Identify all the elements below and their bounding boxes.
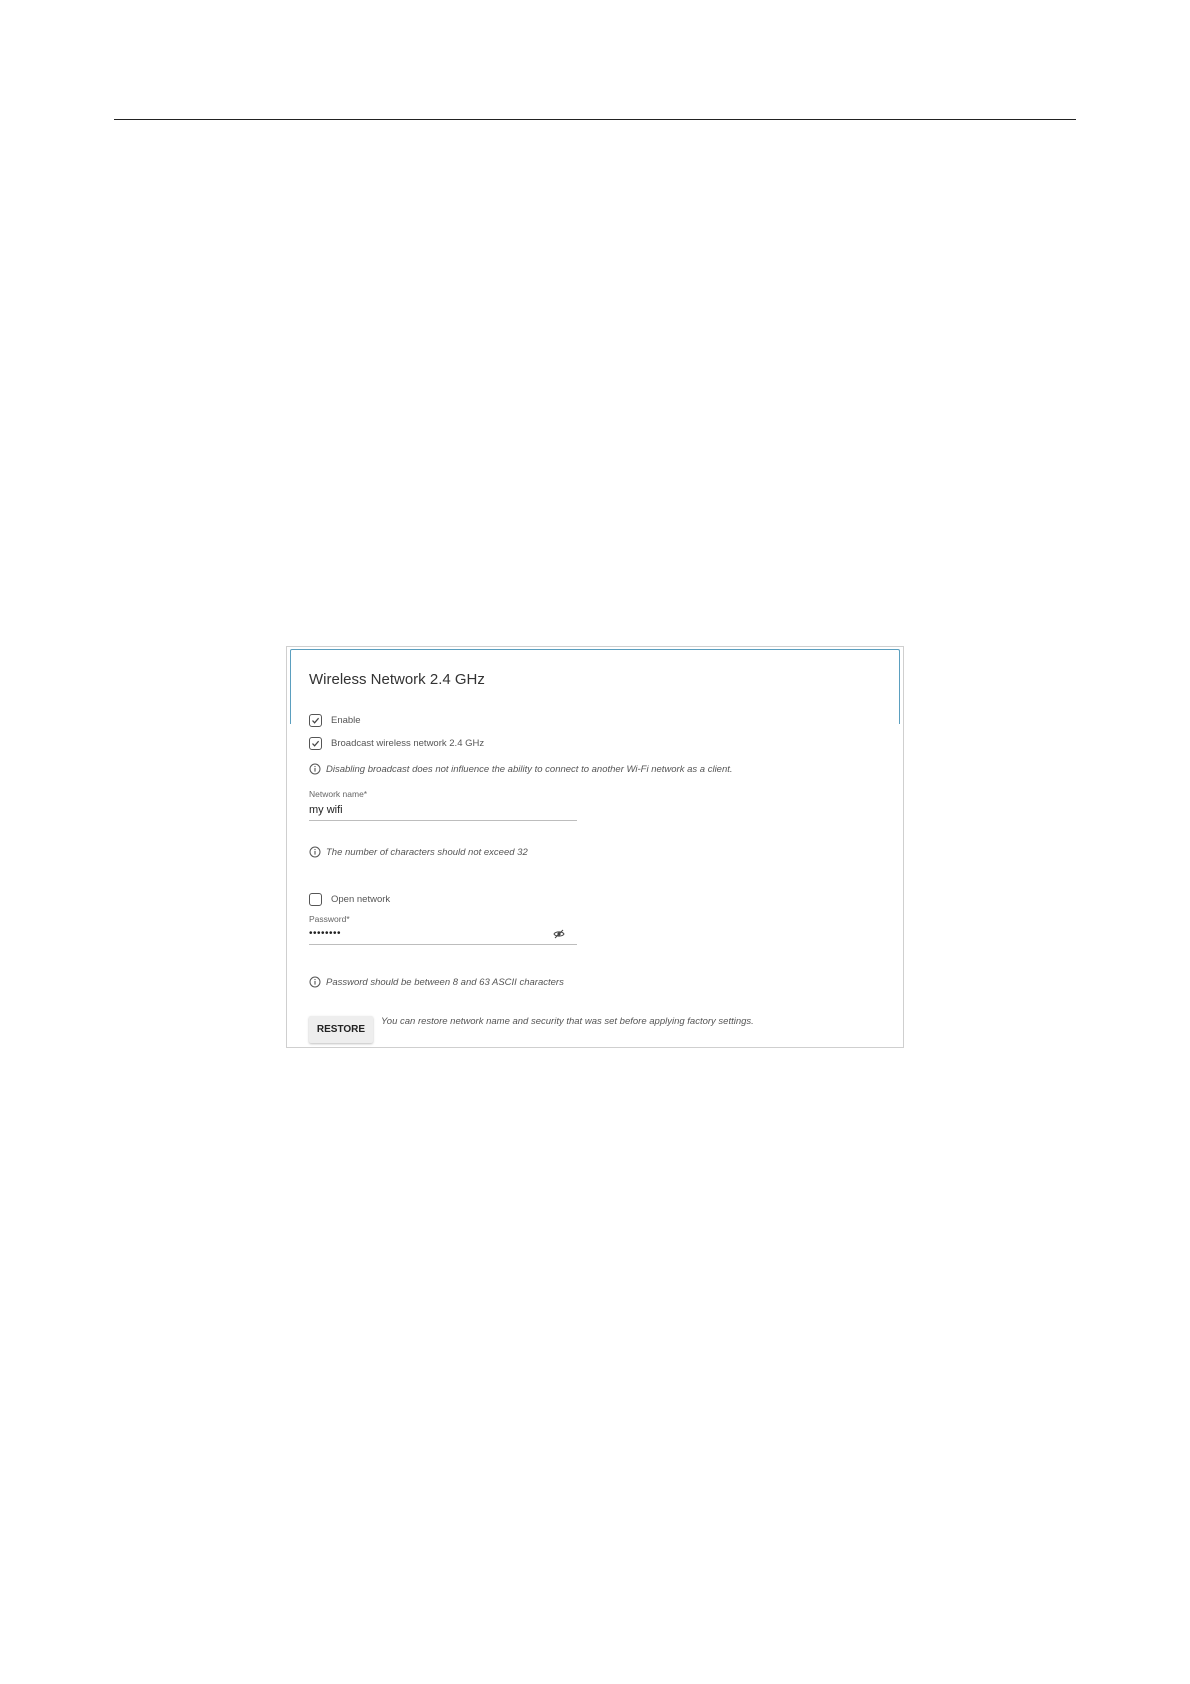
wireless-network-card	[290, 649, 900, 1045]
checkmark-icon	[311, 716, 320, 725]
open-network-option[interactable]	[309, 891, 390, 907]
eye-off-icon[interactable]	[553, 929, 565, 939]
restore-note: You can restore network name and security that was set before applying factory settings.	[381, 1016, 754, 1027]
network-name-label: Network name*	[309, 789, 368, 799]
info-icon	[309, 763, 321, 775]
enable-checkbox[interactable]	[309, 714, 322, 727]
network-name-hint-text: The number of characters should not exceed 32	[326, 846, 528, 858]
page-header-rule	[114, 119, 1076, 120]
broadcast-checkbox[interactable]	[309, 737, 322, 750]
info-icon	[309, 976, 321, 988]
password-value: ••••••••	[309, 928, 342, 939]
password-hint	[309, 975, 564, 989]
restore-button[interactable]: RESTORE	[309, 1016, 373, 1043]
open-network-checkbox[interactable]	[309, 893, 322, 906]
screenshot-frame	[286, 646, 904, 1048]
enable-option[interactable]	[309, 712, 361, 728]
info-icon	[309, 846, 321, 858]
password-hint-text: Password should be between 8 and 63 ASCII characters	[326, 976, 564, 988]
network-name-input[interactable]	[309, 799, 577, 821]
broadcast-hint	[309, 762, 733, 776]
password-label: Password*	[309, 914, 350, 924]
network-name-hint	[309, 845, 528, 859]
broadcast-option[interactable]	[309, 735, 484, 751]
card-title: Wireless Network 2.4 GHz	[309, 671, 485, 688]
enable-label: Enable	[331, 714, 361, 726]
password-input[interactable]	[309, 923, 577, 945]
checkmark-icon	[311, 739, 320, 748]
broadcast-hint-text: Disabling broadcast does not influence the ability to connect to another Wi-Fi network as a client.	[326, 763, 733, 775]
open-network-label: Open network	[331, 893, 391, 905]
network-name-value: my wifi	[309, 803, 343, 816]
broadcast-label: Broadcast wireless network 2.4 GHz	[331, 737, 485, 749]
